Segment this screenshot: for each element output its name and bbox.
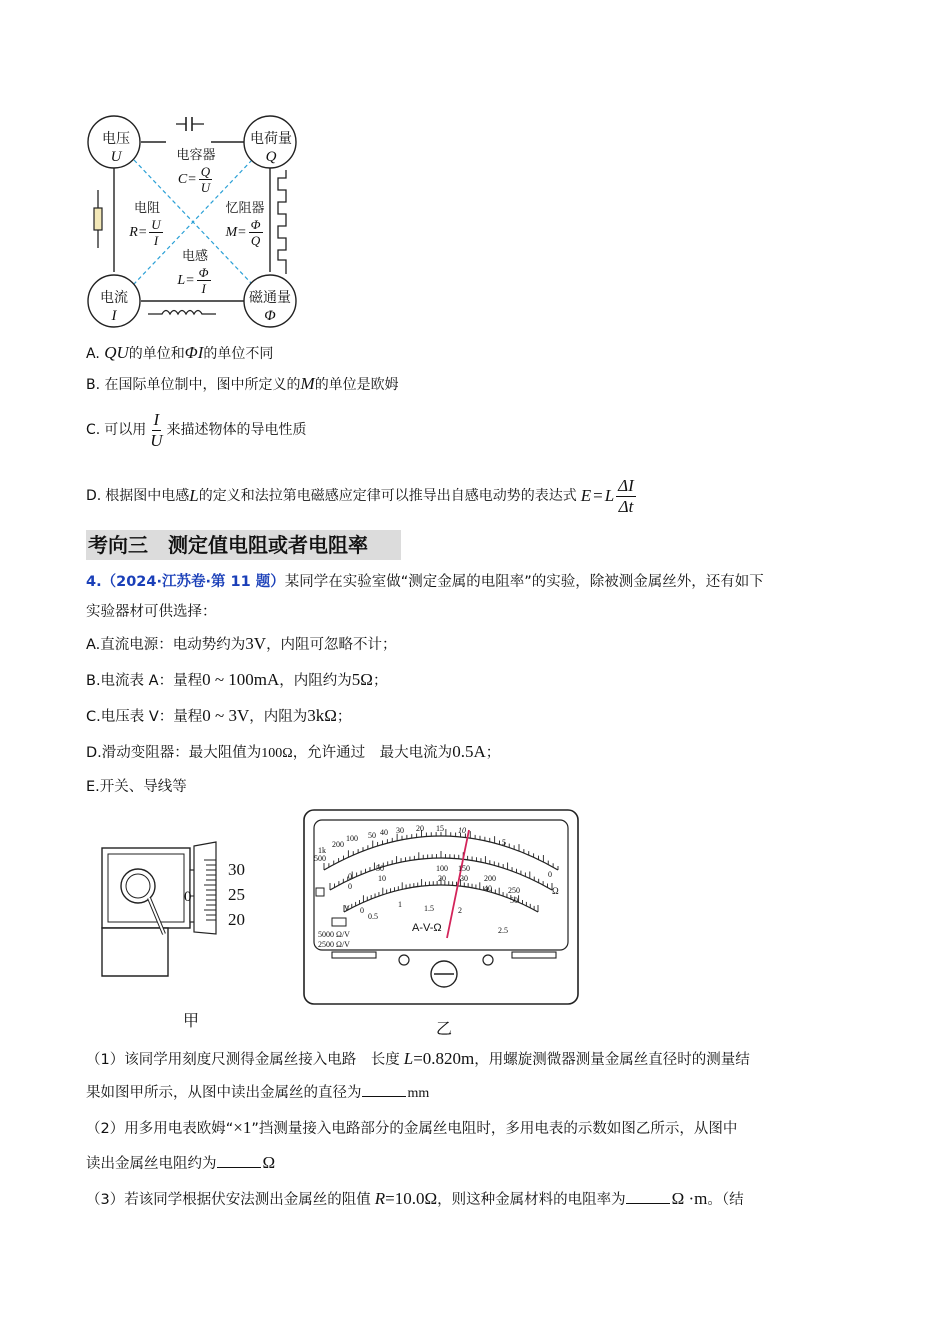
math-term: ×1	[233, 1118, 252, 1137]
scale-label: 2	[458, 906, 462, 915]
part-text: ，用螺旋测微器测量金属丝直径时的测量结	[474, 1052, 750, 1068]
inductor-den: I	[201, 281, 206, 296]
inductor-label	[170, 248, 220, 296]
scale-label: 250	[508, 886, 520, 895]
resistor-num: U	[151, 217, 161, 232]
scale-label: 5	[502, 838, 506, 847]
item-text: D.滑动变阻器：最大阻值为	[86, 745, 262, 761]
scale-label: 150	[458, 864, 470, 873]
node-symbol: U	[110, 149, 122, 165]
scale-label: 100	[436, 864, 448, 873]
node-flux	[242, 289, 298, 325]
node-label: 电压	[102, 131, 130, 147]
math-term: 100Ω	[261, 746, 293, 761]
question-intro	[86, 571, 764, 593]
micrometer-tick-20: 20	[228, 910, 245, 929]
question-intro-cont: 实验器材可供选择：	[86, 604, 217, 620]
part-3	[86, 1188, 744, 1211]
capacitor-label	[168, 147, 224, 195]
math-term: =	[593, 486, 603, 505]
micrometer-tick-25: 25	[228, 885, 245, 904]
scale-label: 50	[368, 831, 376, 840]
math-term: R	[374, 1189, 386, 1208]
item-text: ，内阻为	[249, 709, 308, 725]
part-text: ，则这种金属材料的电阻率为	[437, 1192, 626, 1208]
option-text: 可以用	[104, 422, 147, 438]
item-text: A.直流电源：电动势约为	[86, 637, 246, 653]
item-text: ，内阻约为	[279, 673, 352, 689]
node-charge	[243, 130, 299, 166]
capacitor-num: Q	[200, 164, 211, 179]
scale-label: 200	[484, 874, 496, 883]
math-term: L	[189, 486, 199, 505]
math-term: 0.5A	[452, 742, 486, 761]
math-term: 5Ω	[351, 670, 373, 689]
resistor-name: 电阻	[133, 201, 160, 216]
scale-label: 1	[398, 900, 402, 909]
micrometer-zero: 0	[184, 889, 192, 905]
math-term: 0 ~ 3V	[202, 706, 250, 725]
memristor-lhs: M=	[225, 225, 247, 240]
inductor-symbol	[148, 311, 216, 315]
resistor-lhs: R=	[129, 225, 148, 240]
scale-label: 50	[510, 896, 518, 905]
item-a	[86, 633, 397, 656]
math-term: M	[300, 374, 315, 393]
part-text: （1）该同学用刻度尺测得金属丝接入电路 长度	[86, 1052, 400, 1068]
option-text: 根据图中电感	[105, 488, 190, 504]
part-text: 读出金属丝电阻约为	[86, 1156, 217, 1172]
inductor-num: Φ	[198, 265, 209, 280]
memristor-label	[220, 200, 270, 248]
unit-label: mm	[407, 1086, 430, 1101]
math-term: ΦI	[184, 343, 204, 362]
node-label: 电流	[100, 290, 128, 306]
resistor-symbol	[94, 190, 102, 248]
fraction-numerator: ΔI	[618, 475, 634, 495]
unit-label: Ω	[262, 1153, 276, 1172]
meter-model: A-V-Ω	[412, 922, 442, 934]
scale-label: 15	[436, 824, 444, 833]
option-d	[86, 472, 638, 520]
scale-label: 20	[438, 874, 446, 883]
fraction-denominator: U	[150, 430, 163, 450]
item-text: ，内阻可忽略不计；	[266, 637, 397, 653]
fraction-numerator: I	[153, 409, 160, 429]
part-text: 。（结	[707, 1192, 744, 1208]
capacitor-den: U	[200, 180, 211, 195]
inductor-lhs: L=	[177, 273, 195, 288]
item-c	[86, 705, 351, 728]
option-text: 的定义和法拉第电磁感应定律可以推导出自感电动势的表达式	[198, 488, 577, 504]
scale-label: 30	[460, 874, 468, 883]
option-prefix: D.	[86, 488, 102, 504]
resistor-label	[122, 200, 172, 248]
part-1-cont	[86, 1082, 429, 1105]
unit-label: Ω ·m	[671, 1189, 708, 1208]
scale-label: 10	[458, 826, 466, 835]
scale-label: 0	[548, 870, 552, 879]
math-term: L	[604, 486, 615, 505]
scale-label: 40	[484, 884, 492, 893]
part-text: ”挡测量接入电路部分的金属丝电阻时，多用电表的示数如图乙所示，从图中	[251, 1121, 738, 1137]
memristor-num: Φ	[250, 217, 261, 232]
math-term: 3kΩ	[307, 706, 337, 725]
part-text: （3）若该同学根据伏安法测出金属丝的阻值	[86, 1192, 371, 1208]
node-symbol: I	[111, 308, 117, 324]
item-text: ；	[336, 709, 352, 725]
math-term: E	[580, 486, 592, 505]
scale-label: 0	[348, 882, 352, 891]
item-text: C.电压表 V：量程	[86, 709, 203, 725]
item-text: B.电流表 A：量程	[86, 673, 203, 689]
question-source: （2024·江苏卷·第 11 题）	[101, 574, 285, 590]
omega-label: Ω	[552, 886, 559, 896]
scale-label: 2.5	[498, 926, 508, 935]
part-text: （2）用多用电表欧姆“	[86, 1121, 234, 1137]
item-text: ；	[372, 673, 388, 689]
option-text: 的单位是欧姆	[314, 377, 399, 393]
math-term: 0 ~ 100mA	[202, 670, 280, 689]
capacitor-symbol	[176, 117, 204, 131]
micrometer-tick-30: 30	[228, 860, 245, 879]
part-2-cont	[86, 1152, 275, 1175]
node-symbol: Q	[265, 149, 277, 165]
part-1	[86, 1048, 750, 1071]
option-prefix: B.	[86, 377, 101, 393]
math-term: =10.0Ω	[385, 1189, 438, 1208]
option-prefix: C.	[86, 422, 101, 438]
scale-label: 0	[360, 906, 364, 915]
option-prefix: A.	[86, 346, 100, 362]
scale-label: 1k	[318, 846, 326, 855]
memristor-symbol	[278, 170, 286, 274]
memristor-name: 忆阻器	[225, 201, 265, 216]
figure-label-right: 乙	[436, 1019, 453, 1038]
option-c	[86, 406, 307, 454]
item-text: ；	[485, 745, 501, 761]
question-number: 4.	[86, 574, 102, 590]
answer-blank[interactable]	[626, 1189, 670, 1204]
option-text: 在国际单位制中，图中所定义的	[104, 377, 301, 393]
item-text: ，允许通过 最大电流为	[292, 745, 453, 761]
scale-label: 40	[380, 828, 388, 837]
item-d	[86, 741, 500, 765]
answer-blank[interactable]	[217, 1153, 261, 1168]
meter-spec-1: 5000 Ω/V	[318, 930, 350, 939]
meter-spec-2: 2500 Ω/V	[318, 940, 350, 949]
option-b	[86, 373, 399, 396]
math-term: 3V	[245, 634, 267, 653]
item-e: E.开关、导线等	[86, 779, 187, 795]
node-voltage	[88, 130, 144, 166]
section-heading: 考向三 测定值电阻或者电阻率	[86, 530, 401, 560]
scale-label: 100	[346, 834, 358, 843]
resistor-den: I	[153, 233, 159, 248]
option-text: 的单位和	[128, 346, 185, 362]
option-text: 来描述物体的导电性质	[166, 422, 307, 438]
scale-label: 30	[396, 826, 404, 835]
scale-label: 200	[332, 840, 344, 849]
scale-label: 50	[376, 864, 384, 873]
capacitor-name: 电容器	[176, 148, 216, 163]
node-current	[86, 289, 142, 325]
scale-label: 1.5	[424, 904, 434, 913]
part-text: 果如图甲所示，从图中读出金属丝的直径为	[86, 1085, 362, 1101]
inductor-name: 电感	[181, 249, 208, 264]
part-2	[86, 1117, 737, 1140]
figure-label-left: 甲	[183, 1011, 200, 1030]
scale-label: 10	[378, 874, 386, 883]
scale-label: 0.5	[368, 912, 378, 921]
option-text: 的单位不同	[203, 346, 274, 362]
scale-label: 500	[314, 854, 326, 863]
scale-label: 20	[416, 824, 424, 833]
node-label: 磁通量	[249, 290, 291, 306]
question-text: 某同学在实验室做“测定金属的电阻率”的实验，除被测金属丝外，还有如下	[284, 574, 764, 590]
fraction-denominator: Δt	[618, 496, 634, 516]
node-label: 电荷量	[250, 131, 292, 147]
memristor-den: Q	[250, 233, 261, 248]
item-b	[86, 669, 387, 692]
node-symbol: Φ	[264, 308, 276, 324]
math-term: =0.820m	[413, 1049, 475, 1068]
math-term: QU	[104, 343, 129, 362]
option-a	[86, 342, 273, 365]
capacitor-lhs: C=	[177, 172, 197, 187]
answer-blank[interactable]	[362, 1082, 406, 1097]
v-label: V	[344, 904, 350, 913]
math-term: L	[403, 1049, 414, 1068]
scale-label: 0	[348, 872, 352, 881]
